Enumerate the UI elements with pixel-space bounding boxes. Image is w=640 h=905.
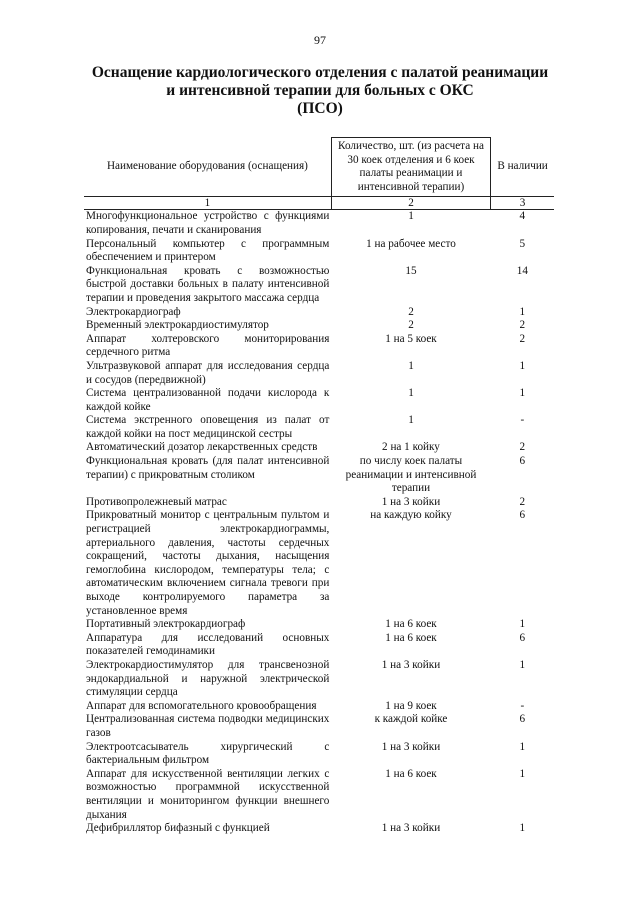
table-row	[84, 700, 554, 714]
equipment-name: Автоматический дозатор лекарственных средств	[86, 441, 318, 454]
table-row	[84, 496, 554, 510]
quantity-cell: 1 на рабочее место	[366, 237, 456, 250]
quantity-cell: 1 на 9 коек	[385, 699, 437, 712]
table-row	[84, 455, 554, 496]
equipment-name: Аппарат для искусственной вентиляции легких с возможностью программной искусственной вентиляции и мониторингом функции внешнего дыхания	[86, 767, 330, 821]
table-row	[84, 210, 554, 238]
table-row	[84, 387, 554, 414]
quantity-cell: 2	[408, 319, 414, 332]
available-cell: 5	[519, 237, 526, 250]
column-number: 3	[491, 197, 554, 210]
table-row	[84, 659, 554, 700]
available-cell: 6	[519, 455, 526, 468]
available-cell: 1	[519, 618, 526, 631]
table-row	[84, 441, 554, 455]
page-number: 97	[314, 33, 326, 47]
equipment-name: Многофункциональное устройство с функциями копирования, печати и сканирования	[86, 210, 330, 236]
equipment-name: Электрокардиостимулятор для трансвенозной эндокардиальной и наружной электрической стимуляции сердца	[86, 658, 330, 699]
header-available: В наличии	[497, 160, 548, 173]
equipment-name: Система централизованной подачи кислорода к каждой койке	[86, 387, 330, 413]
column-number: 2	[331, 197, 490, 210]
table-row	[84, 319, 554, 333]
available-cell: 2	[519, 332, 526, 345]
title-line-1: Оснащение кардиологического отделения с палатой реанимации	[91, 64, 549, 81]
available-cell: 6	[519, 509, 526, 522]
table-row	[84, 713, 554, 740]
available-cell: 2	[519, 495, 526, 508]
available-cell: 1	[519, 305, 526, 318]
quantity-cell: 1	[408, 359, 414, 372]
equipment-name: Дефибриллятор бифазный с функцией	[86, 822, 270, 835]
table-row	[84, 822, 554, 836]
available-cell: 1	[519, 822, 526, 835]
table-body	[84, 210, 554, 836]
quantity-cell: 1 на 6 коек	[385, 767, 437, 780]
header-name: Наименование оборудования (оснащения)	[106, 160, 308, 173]
table-row	[84, 618, 554, 632]
table-row	[84, 306, 554, 320]
quantity-cell: 1	[408, 387, 414, 400]
available-cell: 14	[516, 264, 528, 277]
quantity-cell: 1	[408, 414, 414, 427]
equipment-name: Аппаратура для исследований основных показателей гемодинамики	[86, 631, 330, 658]
quantity-cell: 1 на 3 койки	[381, 495, 441, 508]
quantity-cell: к каждой койке	[374, 713, 448, 726]
equipment-name: Временный электрокардиостимулятор	[86, 319, 269, 332]
equipment-name: Электрокардиограф	[86, 305, 181, 318]
quantity-cell: 2 на 1 койку	[382, 441, 440, 454]
available-cell: 1	[519, 359, 526, 372]
available-cell: 2	[519, 441, 526, 454]
equipment-name: Аппарат для вспомогательного кровообращения	[86, 699, 317, 712]
document-title	[60, 64, 580, 118]
equipment-name: Электроотсасыватель хирургический с бактериальным фильтром	[86, 740, 330, 767]
equipment-name: Ультразвуковой аппарат для исследования сердца и сосудов (передвижной)	[86, 359, 330, 386]
table-row	[84, 238, 554, 265]
table-row	[84, 741, 554, 768]
quantity-cell: 1 на 6 коек	[385, 618, 437, 631]
table-row	[84, 360, 554, 387]
equipment-name: Портативный электрокардиограф	[86, 618, 246, 631]
column-number: 1	[84, 197, 331, 210]
available-cell: 6	[519, 713, 526, 726]
equipment-name: Прикроватный монитор с центральным пультом и регистрацией электрокардиограммы, артериального давления, частоты сердечных сокращений, частоты дыхания, насыщения гемоглобина кислородом, температуры тела; с автоматическим включением сигнала тревоги при выходе контролируемого параметра за установленное время	[86, 509, 330, 617]
available-cell: 6	[519, 631, 526, 644]
available-cell: -	[520, 699, 525, 712]
table-row	[84, 509, 554, 618]
available-cell: 1	[519, 658, 526, 671]
available-cell: 1	[519, 740, 526, 753]
title-line-2: и интенсивной терапии для больных с ОКС	[166, 82, 474, 99]
table-row	[84, 414, 554, 441]
equipment-name: Аппарат холтеровского мониторирования сердечного ритма	[86, 332, 330, 359]
table-row	[84, 265, 554, 306]
quantity-cell: 1 на 5 коек	[385, 332, 437, 345]
table-row	[84, 632, 554, 659]
equipment-table	[84, 137, 554, 836]
quantity-cell: 15	[405, 264, 417, 277]
quantity-cell: 1 на 6 коек	[385, 631, 437, 644]
quantity-cell: 1 на 3 койки	[381, 740, 441, 753]
table-row	[84, 768, 554, 822]
equipment-name: Система экстренного оповещения из палат от каждой койки на пост медицинской сестры	[86, 414, 330, 440]
quantity-cell: 1 на 3 койки	[381, 658, 441, 671]
equipment-name: Персональный компьютер с программным обеспечением и принтером	[86, 237, 330, 264]
header-quantity: Количество, шт. (из расчета на 30 коек отделения и 6 коек палаты реанимации и интенсивной терапии)	[331, 138, 490, 197]
quantity-cell: 1	[408, 210, 414, 223]
available-cell: 1	[519, 387, 526, 400]
quantity-cell: по числу коек палаты реанимации и интенсивной терапии	[345, 455, 477, 495]
table-row	[84, 333, 554, 360]
quantity-cell: 2	[408, 305, 414, 318]
available-cell: 2	[519, 319, 526, 332]
equipment-name: Функциональная кровать с возможностью быстрой доставки больных в палату интенсивной терапии и проведения закрытого массажа сердца	[86, 264, 330, 304]
available-cell: 4	[519, 210, 526, 223]
available-cell: 1	[519, 767, 526, 780]
title-line-3: (ПСО)	[297, 100, 343, 117]
quantity-cell: 1 на 3 койки	[381, 822, 441, 835]
equipment-name: Противопролежневый матрас	[86, 495, 227, 508]
quantity-cell: на каждую койку	[370, 509, 452, 522]
equipment-name: Централизованная система подводки медицинских газов	[86, 713, 330, 739]
available-cell: -	[520, 414, 525, 427]
column-number-row	[84, 197, 554, 210]
equipment-name: Функциональная кровать (для палат интенсивной терапии) с прикроватным столиком	[86, 455, 330, 481]
